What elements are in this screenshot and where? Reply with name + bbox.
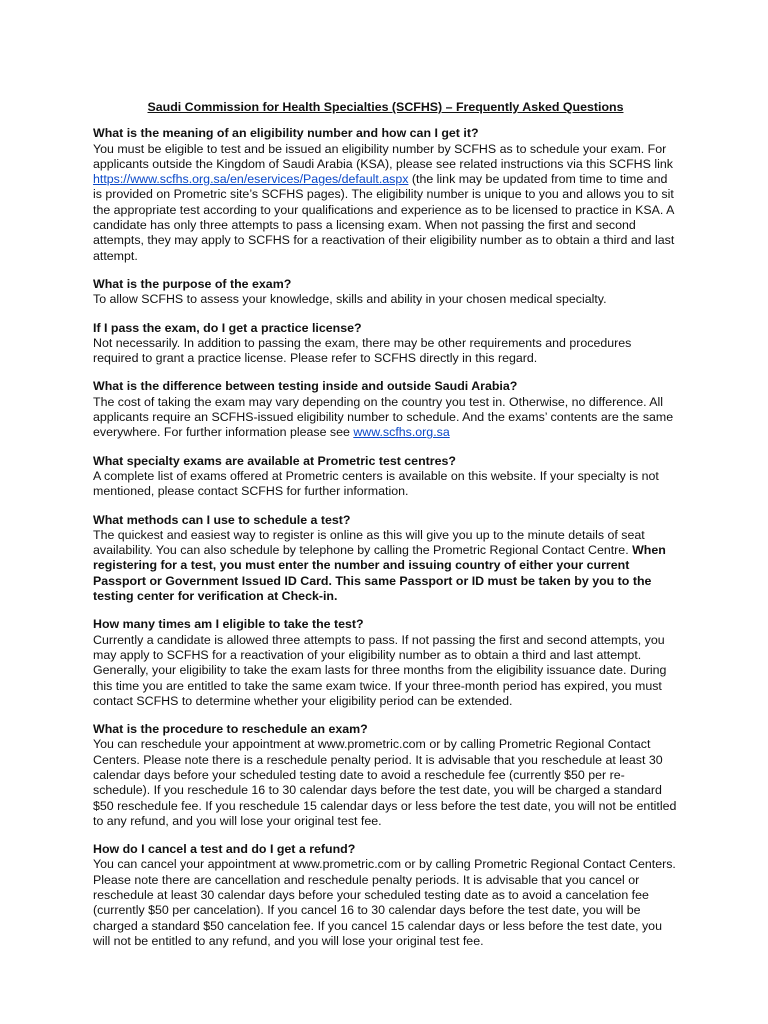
- faq-answer: Currently a candidate is allowed three attempts to pass. If not passing the first and second attempts, you may apply to SCFHS for a reactivation of your eligibility number as to obtain a third and last attempt. Generally, your eligibility to take the exam lasts for three months from the eligibility issuance date. During this time you are entitled to take the same exam twice. If your three-month period has expired, you must contact SCFHS to determine whether your eligibility period can be extended.: [93, 632, 667, 708]
- faq-cancel-refund: [93, 842, 678, 949]
- faq-answer: You can cancel your appointment at www.prometric.com or by calling Prometric Regional Contact Centers. Please note there are cancellation and reschedule penalty periods. It is advisable that you cancel or reschedule at least 30 calendar days before your scheduled testing date as to avoid a cancelation fee (currently $50 per cancelation). If you cancel 16 to 30 calendar days before the test date, you will be charged a standard $50 cancelation fee. If you cancel 15 calendar days or less before the test date, you will not be entitled to any refund, and you will lose your original test fee.: [93, 857, 676, 948]
- faq-exam-purpose: [93, 277, 678, 308]
- faq-answer: [93, 528, 678, 604]
- answer-text: You must be eligible to test and be issued an eligibility number by SCFHS as to schedule your exam. For applicants outside the Kingdom of Saudi Arabia (KSA), please see related instructions via this SCFHS link: [93, 141, 673, 171]
- faq-reschedule: [93, 722, 678, 829]
- faq-answer: [93, 142, 678, 264]
- faq-answer: To allow SCFHS to assess your knowledge, skills and ability in your chosen medical specialty.: [93, 292, 607, 307]
- faq-answer: A complete list of exams offered at Prometric centers is available on this website. If your specialty is not mentioned, please contact SCFHS for further information.: [93, 468, 659, 499]
- faq-testing-location: [93, 379, 678, 440]
- answer-text: The cost of taking the exam may vary depending on the country you test in. Otherwise, no difference. All applicants require an SCFHS-issued eligibility number to schedule. And the exams’ contents are the same everywhere. For further information please see: [93, 394, 674, 440]
- faq-question: What is the purpose of the exam?: [93, 276, 292, 291]
- scfhs-website-link[interactable]: www.scfhs.org.sa: [353, 425, 450, 440]
- page-title: Saudi Commission for Health Specialties (SCFHS) – Frequently Asked Questions: [147, 100, 624, 114]
- faq-answer: Not necessarily. In addition to passing the exam, there may be other requirements and procedures required to grant a practice license. Please refer to SCFHS directly in this regard.: [93, 335, 632, 366]
- faq-question: If I pass the exam, do I get a practice license?: [93, 320, 362, 335]
- faq-question: What is the difference between testing inside and outside Saudi Arabia?: [93, 379, 518, 394]
- answer-text: The quickest and easiest way to register is online as this will give you up to the minute details of seat availability. You can also schedule by telephone by calling the Prometric Regional Contact Centre.: [93, 527, 645, 558]
- scfhs-eservices-link[interactable]: https://www.scfhs.org.sa/en/eservices/Pages/default.aspx: [93, 172, 409, 187]
- faq-question: What is the procedure to reschedule an exam?: [93, 722, 368, 737]
- faq-question: How do I cancel a test and do I get a refund?: [93, 842, 356, 857]
- faq-schedule-methods: [93, 513, 678, 605]
- faq-attempts: [93, 617, 678, 709]
- faq-specialty-exams: [93, 454, 678, 500]
- faq-answer: You can reschedule your appointment at www.prometric.com or by calling Prometric Regional Contact Centers. Please note there is a reschedule penalty period. It is advisable that you reschedule at least 30 calendar days before your scheduled testing date to avoid a reschedule fee (currently $50 per re-schedule). If you reschedule 16 to 30 calendar days before the test date, you will be charged a standard $50 reschedule fee. If you reschedule 15 calendar days or less before the test date, you will not be entitled to any refund, and you will lose your original test fee.: [93, 737, 677, 828]
- faq-eligibility-number: [93, 126, 678, 264]
- faq-question: What is the meaning of an eligibility number and how can I get it?: [93, 126, 479, 141]
- answer-bold-notice: When registering for a test, you must enter the number and issuing country of either your current Passport or Government Issued ID Card. This same Passport or ID must be taken by you to the testing center for verification at Check-in.: [93, 543, 666, 604]
- document-page: [93, 100, 678, 962]
- faq-answer: [93, 395, 678, 441]
- faq-practice-license: [93, 321, 678, 367]
- faq-question: What specialty exams are available at Prometric test centres?: [93, 453, 456, 468]
- faq-question: What methods can I use to schedule a test?: [93, 512, 351, 527]
- answer-text: (the link may be updated from time to time and is provided on Prometric site’s SCFHS pages). The eligibility number is unique to you and allows you to sit the appropriate test according to your qualifications and experience as to be licensed to practice in KSA. A candidate has only three attempts to pass a licensing exam. When not passing the first and second attempts, they may apply to SCFHS for a reactivation of their eligibility number as to obtain a third and last attempt.: [93, 172, 675, 263]
- faq-question: How many times am I eligible to take the test?: [93, 617, 364, 632]
